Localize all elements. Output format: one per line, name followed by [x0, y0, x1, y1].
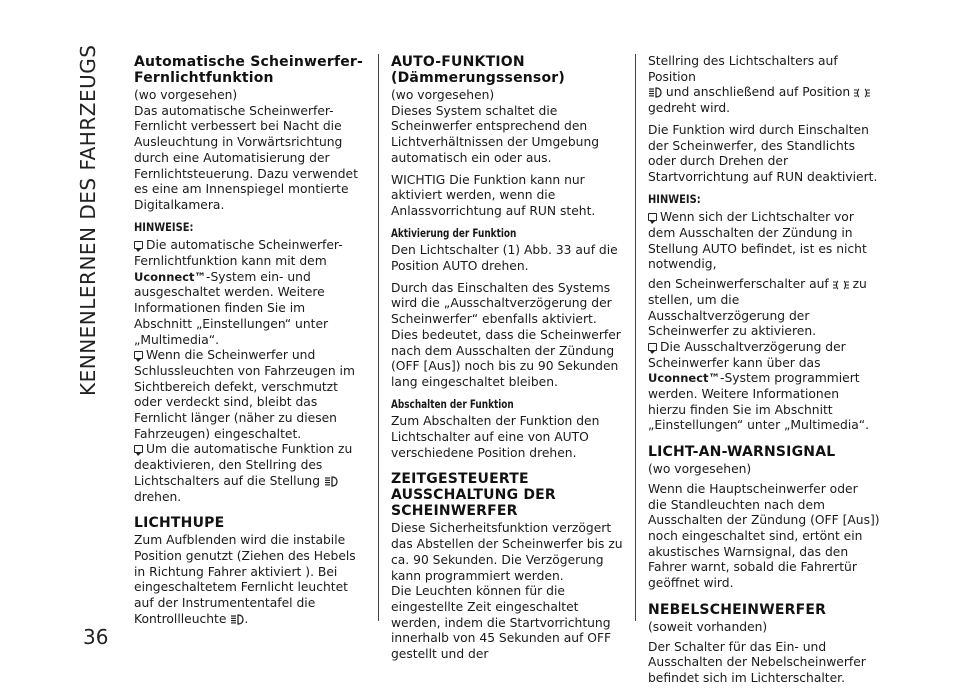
note-icon [134, 241, 143, 249]
note-item: Um die automatische Funktion zu deaktivieren, den Stellring des Lichtschalters auf die Stellung drehen. [134, 442, 353, 504]
column-divider [635, 54, 636, 621]
paragraph: Wenn die Hauptscheinwerfer oder die Standleuchten nach dem Ausschalten der Zündung (OFF [Aus]) noch eingeschaltet sind, ertönt ein akustisches Warnsignal, das den Fahrer warnt, sobald die Fahrertür geöffnet wird. [648, 481, 880, 591]
parking-light-icon [833, 279, 849, 291]
paragraph: Der Schalter für das Ein- und Ausschalten der Nebelscheinwerfer befindet sich im Lichterschalter. [648, 639, 866, 685]
paragraph: Diese Sicherheitsfunktion verzögert das Abstellen der Scheinwerfer bis zu ca. 90 Sekunden. Die Verzögerung kann programmiert werden. [391, 521, 623, 583]
paragraph: Durch das Einschalten des Systems wird die „Ausschaltverzögerung der Scheinwerfer“ ebenfalls aktiviert. Dies bedeutet, dass die Scheinwerfer nach dem Ausschalten der Zündung (OFF [Aus]) noch bis zu 90 Sekunden lang eingeschaltet bleiben. [391, 280, 621, 389]
note-icon [134, 445, 143, 453]
paragraph: Dieses System schaltet die Scheinwerfer entsprechend den Lichtverhältnissen der Umgebung automatisch ein oder aus. [391, 103, 600, 165]
note-item: Die automatische Scheinwerfer-Fernlichtfunktion kann mit dem Uconnect™-System ein- und ausgeschaltet werden. Weitere Informationen finden Sie im Abschnitt „Einstellungen“ unter „Multimedia“. [134, 238, 343, 347]
chapter-title: KENNENLERNEN DES FAHRZEUGS [76, 44, 100, 396]
paragraph: Die Funktion wird durch Einschalten der Scheinwerfer, des Standlichts oder durch Drehen der Startvorrichtung auf RUN deaktiviert. [648, 122, 878, 184]
brand-name: Uconnect™ [648, 371, 721, 386]
high-beam-icon [648, 86, 662, 99]
note-icon [648, 343, 657, 351]
subheading: Abschalten der Funktion [391, 396, 514, 411]
paragraph: WICHTIG Die Funktion kann nur aktiviert werden, wenn die Anlassvorrichtung auf RUN steht. [391, 172, 596, 218]
page-number: 36 [83, 625, 109, 649]
paragraph: Zum Aufblenden wird die instabile Position genutzt (Ziehen des Hebels in Richtung Fahrer aktiviert ). Bei eingeschaltetem Fernlicht leuchtet auf der Instrumententafel die Kontrollleuchte . [134, 533, 356, 626]
section-heading: ZEITGESTEUERTE AUSSCHALTUNG DER SCHEINWERFER [391, 471, 556, 520]
note-icon [648, 213, 657, 221]
paragraph: Stellring des Lichtschalters auf Position und anschließend auf Position gedreht wird. [648, 54, 880, 117]
high-beam-icon [324, 475, 338, 488]
section-heading: NEBELSCHEINWERFER [648, 601, 827, 618]
note-item: Die Ausschaltverzögerung der Scheinwerfer kann über das Uconnect™-System programmiert werden. Weitere Informationen hierzu finden Sie im Abschnitt „Einstellungen“ unter „Multimedia“. [648, 339, 870, 433]
column-divider [378, 54, 379, 621]
paragraph: Zum Abschalten der Funktion den Lichtschalter auf eine von AUTO verschiedene Position drehen. [391, 414, 600, 460]
section-heading: LICHT-AN-WARNSIGNAL [648, 444, 836, 461]
column-2 [391, 54, 623, 669]
column-3 [648, 54, 880, 693]
parking-light-icon [854, 87, 870, 99]
notes-heading: HINWEISE: [134, 219, 194, 234]
notes-heading: HINWEIS: [648, 191, 701, 206]
paragraph: Den Lichtschalter (1) Abb. 33 auf die Position AUTO drehen. [391, 243, 618, 274]
brand-name: Uconnect™ [134, 269, 207, 284]
section-subtitle: (soweit vorhanden) [648, 619, 768, 634]
section-subtitle: (wo vorgesehen) [391, 88, 495, 102]
section-subtitle: (wo vorgesehen) [134, 88, 238, 102]
section-heading: Automatische Scheinwerfer-Fernlichtfunktion [134, 54, 364, 86]
note-icon [134, 351, 143, 359]
subheading: Aktivierung der Funktion [391, 225, 517, 240]
section-subtitle: (wo vorgesehen) [648, 462, 752, 477]
section-heading: LICHTHUPE [134, 515, 225, 532]
note-item: den Scheinwerferschalter auf zu stellen, um die Ausschaltverzögerung der Scheinwerfer zu aktivieren. [648, 277, 867, 339]
column-1 [134, 54, 366, 634]
note-item: Wenn die Scheinwerfer und Schlussleuchten von Fahrzeugen im Sichtbereich defekt, verschmutzt oder verdeckt sind, bleibt das Fernlicht länger (näher zu diesen Fahrzeugen) eingeschaltet. [134, 348, 355, 441]
paragraph: Das automatische Scheinwerfer-Fernlicht verbessert bei Nacht die Ausleuchtung in Vorwärtsrichtung durch eine Automatisierung der Fernlichtsteuerung. Dazu verwendet es eine am Innenspiegel montierte Digitalkamera. [134, 103, 358, 212]
high-beam-icon [230, 613, 244, 626]
paragraph: Die Leuchten können für die eingestellte Zeit eingeschaltet werden, indem die Startvorrichtung innerhalb von 45 Sekunden auf OFF gestellt und der [391, 584, 612, 662]
section-heading: AUTO-FUNKTION (Dämmerungssensor) [391, 54, 565, 86]
note-item: Wenn sich der Lichtschalter vor dem Ausschalten der Zündung in Stellung AUTO befindet, ist es nicht notwendig, [648, 210, 867, 272]
